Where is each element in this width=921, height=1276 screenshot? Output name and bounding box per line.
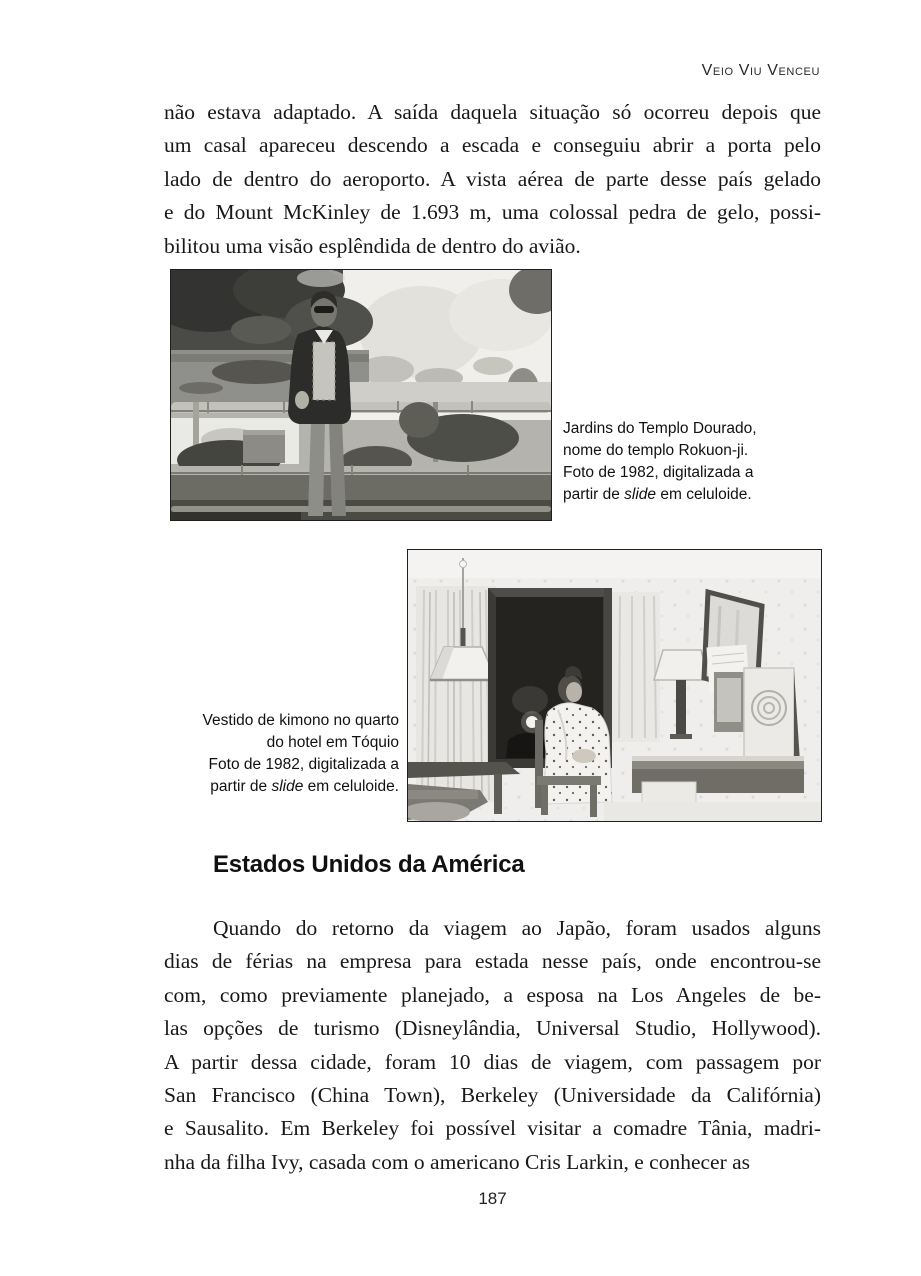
text-line: não estava adaptado. A saída daquela situação só ocorreu depois que [164,100,821,124]
photo-hotel-room-kimono [407,549,822,822]
photo-hotel-room-kimono-art [408,550,821,821]
caption-text: em celuloide. [656,486,752,503]
caption-line: nome do templo Rokuon-ji. [563,442,749,459]
text-line: um casal apareceu descendo a escada e conseguiu abrir a porta pelo [164,133,821,158]
photo-golden-temple-gardens-art [171,270,551,520]
caption-text: partir de [563,486,625,503]
text-line: bilitou uma visão esplêndida de dentro do avião. [164,233,581,258]
caption-line [148,776,399,798]
text-line: las opções de turismo (Disneylândia, Universal Studio, Hollywood). [164,1016,821,1041]
caption-text: em celuloide. [303,778,399,795]
photo-golden-temple-gardens [170,269,552,521]
text-line: dias de férias na empresa para estada nesse país, onde encontrou-se [164,949,821,974]
photo1-caption [563,418,815,506]
caption-line: Vestido de kimono no quarto [202,712,399,729]
text-line: e do Mount McKinley de 1.693 m, uma colossal pedra de gelo, possi- [164,200,821,225]
caption-italic-word: slide [271,778,304,795]
caption-line: Foto de 1982, digitalizada a [563,464,754,481]
caption-line: do hotel em Tóquio [266,734,399,751]
page-number: 187 [478,1189,507,1208]
caption-line: Jardins do Templo Dourado, [563,420,757,437]
text-line: nha da filha Ivy, casada com o americano Cris Larkin, e conhecer as [164,1149,751,1174]
caption-line [563,484,815,506]
text-line: San Francisco (China Town), Berkeley (Universidade da Califórnia) [164,1082,821,1107]
running-header: Veio Viu Venceu [701,62,820,79]
caption-line: Foto de 1982, digitalizada a [208,756,399,773]
paragraph-continuation [164,96,821,263]
text-line: Quando do retorno da viagem ao Japão, foram usados alguns [213,916,821,940]
section-heading: Estados Unidos da América [213,851,525,878]
caption-italic-word: slide [624,486,657,503]
caption-text: partir de [210,778,272,795]
paragraph-usa [164,912,821,1179]
photo2-caption [148,710,399,798]
text-line: com, como previamente planejado, a esposa na Los Angeles de be- [164,982,821,1007]
text-line: lado de dentro do aeroporto. A vista aérea de parte desse país gelado [164,166,821,191]
text-line: A partir dessa cidade, foram 10 dias de viagem, com passagem por [164,1049,821,1074]
text-line: e Sausalito. Em Berkeley foi possível visitar a comadre Tânia, madri- [164,1116,821,1141]
